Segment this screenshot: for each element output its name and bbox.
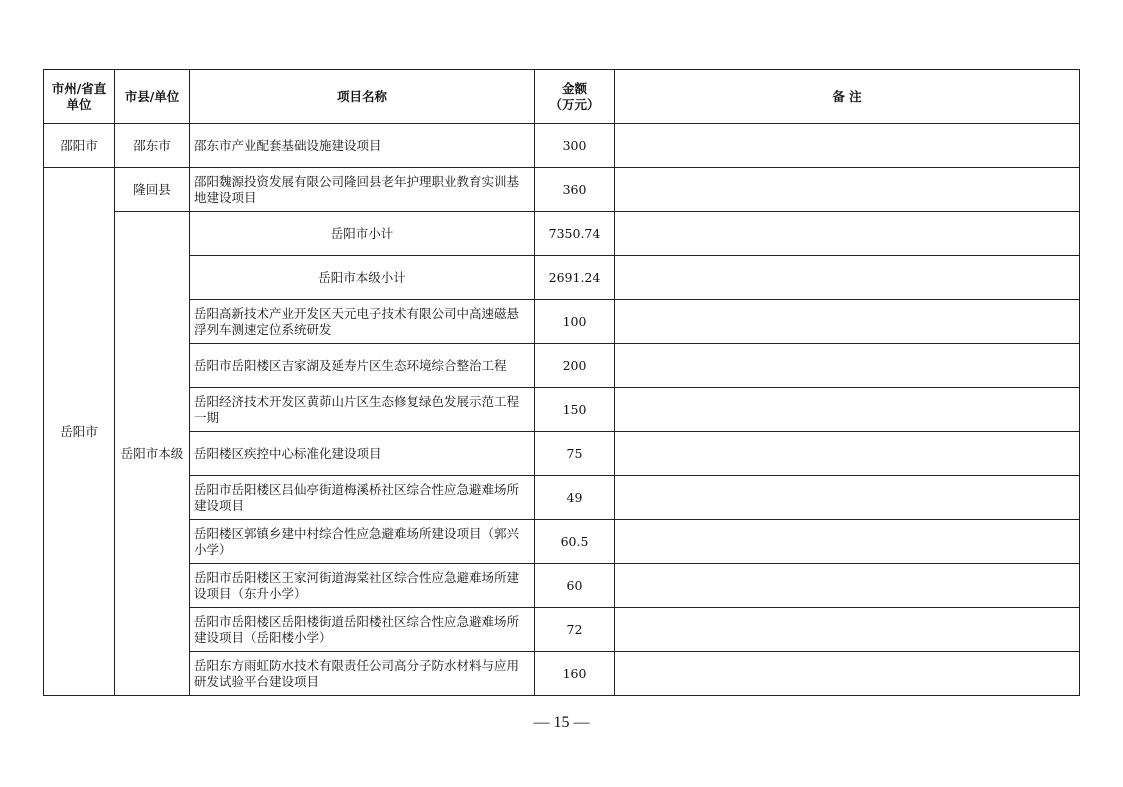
header-remarks: 备 注 <box>615 70 1080 124</box>
amount-cell: 150 <box>535 388 615 432</box>
remarks-cell <box>615 212 1080 256</box>
county-cell: 隆回县 <box>115 168 190 212</box>
amount-cell: 49 <box>535 476 615 520</box>
table-row <box>44 300 1080 344</box>
project-name-cell: 岳阳东方雨虹防水技术有限责任公司高分子防水材料与应用研发试验平台建设项目 <box>190 652 535 696</box>
amount-cell: 160 <box>535 652 615 696</box>
project-name-cell: 岳阳市岳阳楼区吉家湖及延寿片区生态环境综合整治工程 <box>190 344 535 388</box>
table-row <box>44 432 1080 476</box>
subtotal-label: 岳阳市小计 <box>190 212 535 256</box>
project-name-cell: 岳阳市岳阳楼区岳阳楼街道岳阳楼社区综合性应急避难场所建设项目（岳阳楼小学） <box>190 608 535 652</box>
county-cell: 邵东市 <box>115 124 190 168</box>
amount-cell: 60 <box>535 564 615 608</box>
subtotal-row <box>44 212 1080 256</box>
remarks-cell <box>615 652 1080 696</box>
amount-cell: 360 <box>535 168 615 212</box>
remarks-cell <box>615 124 1080 168</box>
remarks-cell <box>615 256 1080 300</box>
page-number: — 15 — <box>533 714 590 731</box>
project-name-cell: 岳阳高新技术产业开发区天元电子技术有限公司中高速磁悬浮列车测速定位系统研发 <box>190 300 535 344</box>
project-name-cell: 岳阳市岳阳楼区吕仙亭街道梅溪桥社区综合性应急避难场所建设项目 <box>190 476 535 520</box>
table-header-row <box>44 70 1080 124</box>
table-row <box>44 476 1080 520</box>
subtotal-row <box>44 256 1080 300</box>
table-row <box>44 344 1080 388</box>
funding-table <box>43 69 1080 696</box>
header-county-unit: 市县/单位 <box>115 70 190 124</box>
remarks-cell <box>615 300 1080 344</box>
subtotal-amount: 7350.74 <box>535 212 615 256</box>
remarks-cell <box>615 564 1080 608</box>
amount-cell: 300 <box>535 124 615 168</box>
table-row <box>44 608 1080 652</box>
table-row <box>44 652 1080 696</box>
header-amount: 金额 （万元） <box>535 70 615 124</box>
remarks-cell <box>615 476 1080 520</box>
project-name-cell: 岳阳楼区郭镇乡建中村综合性应急避难场所建设项目（郭兴小学） <box>190 520 535 564</box>
amount-cell: 200 <box>535 344 615 388</box>
county-cell: 岳阳市本级 <box>115 212 190 696</box>
project-name-cell: 岳阳市岳阳楼区王家河街道海棠社区综合性应急避难场所建设项目（东升小学） <box>190 564 535 608</box>
remarks-cell <box>615 432 1080 476</box>
header-city-unit: 市州/省直 单位 <box>44 70 115 124</box>
subtotal-label: 岳阳市本级小计 <box>190 256 535 300</box>
city-cell: 邵阳市 <box>44 124 115 168</box>
table-row <box>44 388 1080 432</box>
header-project-name: 项目名称 <box>190 70 535 124</box>
remarks-cell <box>615 520 1080 564</box>
table-row <box>44 520 1080 564</box>
table-row <box>44 124 1080 168</box>
remarks-cell <box>615 388 1080 432</box>
remarks-cell <box>615 344 1080 388</box>
project-name-cell: 邵东市产业配套基础设施建设项目 <box>190 124 535 168</box>
table-row <box>44 564 1080 608</box>
remarks-cell <box>615 168 1080 212</box>
amount-cell: 100 <box>535 300 615 344</box>
remarks-cell <box>615 608 1080 652</box>
amount-cell: 75 <box>535 432 615 476</box>
amount-cell: 72 <box>535 608 615 652</box>
subtotal-amount: 2691.24 <box>535 256 615 300</box>
project-name-cell: 岳阳楼区疾控中心标准化建设项目 <box>190 432 535 476</box>
project-name-cell: 邵阳魏源投资发展有限公司隆回县老年护理职业教育实训基地建设项目 <box>190 168 535 212</box>
project-name-cell: 岳阳经济技术开发区黄茆山片区生态修复绿色发展示范工程一期 <box>190 388 535 432</box>
city-cell: 岳阳市 <box>44 168 115 696</box>
amount-cell: 60.5 <box>535 520 615 564</box>
table-row <box>44 168 1080 212</box>
